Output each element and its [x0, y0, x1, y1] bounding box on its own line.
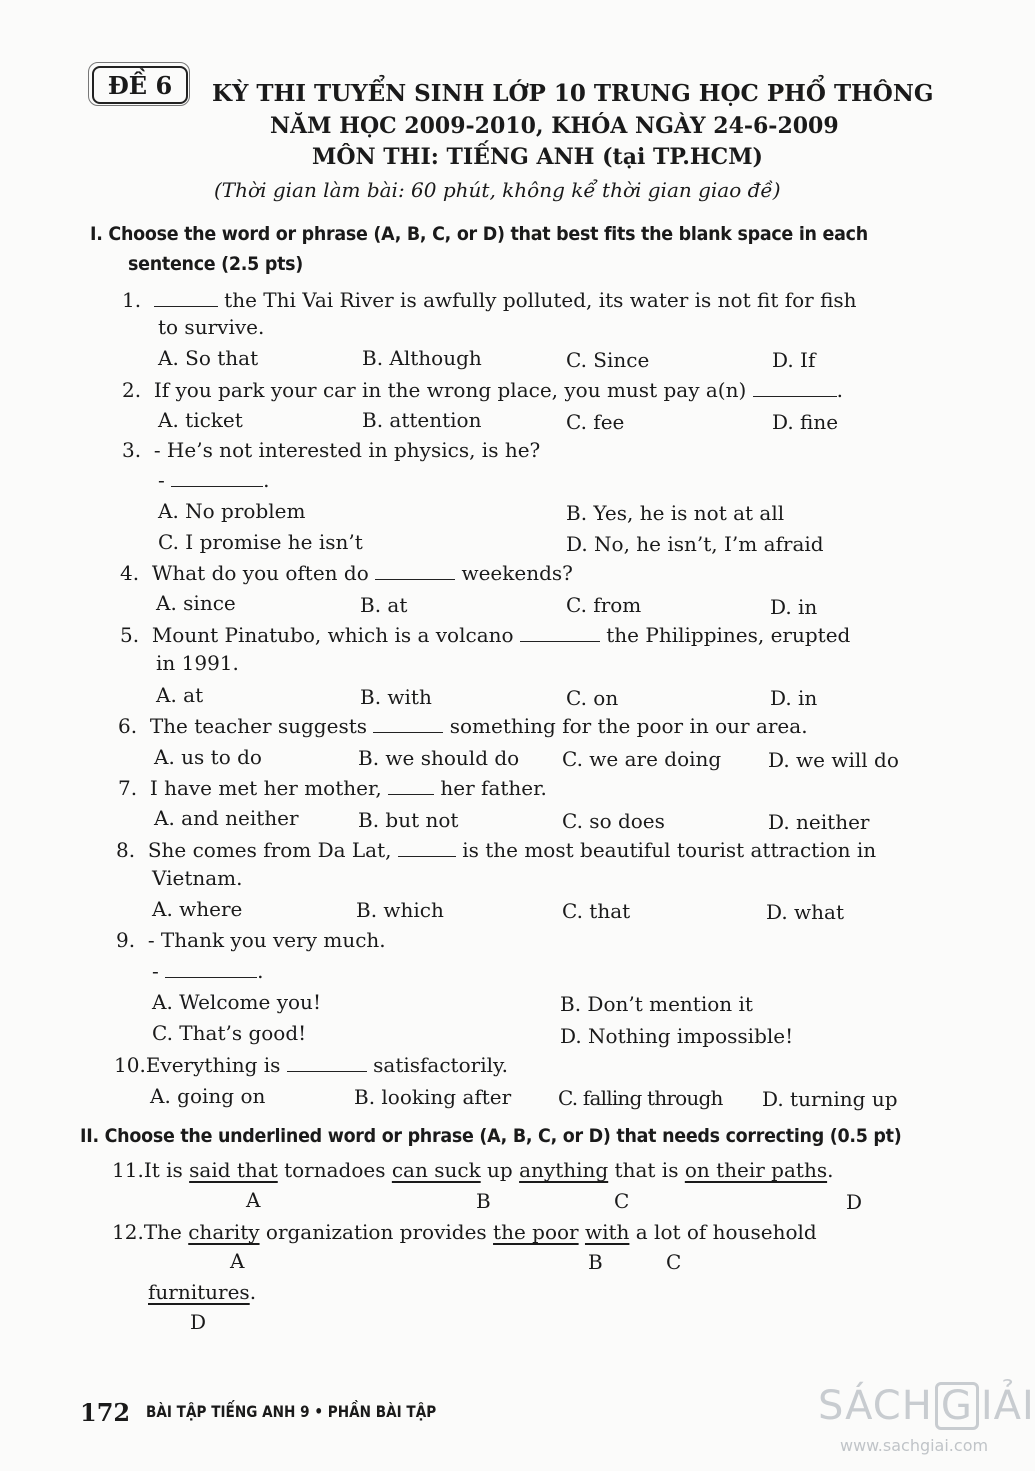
q10-option-c[interactable]: C. falling through — [558, 1086, 723, 1110]
question-11: 11.It is said that tornadoes can suck up anything that is on their paths. — [112, 1158, 834, 1182]
exam-time-note: (Thời gian làm bài: 60 phút, không kể thời gian giao đề) — [214, 178, 781, 202]
q1-option-c[interactable]: C. Since — [566, 348, 650, 372]
q3-option-b[interactable]: B. Yes, he is not at all — [566, 501, 785, 525]
question-9: 9. - Thank you very much. — [116, 928, 386, 952]
q12-underlined-a[interactable]: charity — [188, 1220, 260, 1244]
question-6: 6. The teacher suggests something for the poor in our area. — [118, 714, 808, 738]
q11-label-a: A — [246, 1188, 261, 1212]
question-1-cont: to survive. — [158, 315, 265, 339]
q5-option-c[interactable]: C. on — [566, 686, 619, 710]
q6-option-d[interactable]: D. we will do — [768, 748, 899, 772]
exam-badge: ĐỀ 6 — [92, 66, 188, 104]
question-9-response: - . — [152, 959, 264, 983]
q4-option-b[interactable]: B. at — [360, 593, 408, 617]
q9-option-d[interactable]: D. Nothing impossible! — [560, 1024, 794, 1048]
q1-option-b[interactable]: B. Although — [362, 346, 482, 370]
q10-option-b[interactable]: B. looking after — [354, 1085, 512, 1109]
q12-underlined-b[interactable]: the poor — [493, 1220, 579, 1244]
q3-option-d[interactable]: D. No, he isn’t, I’m afraid — [566, 532, 824, 556]
section1-title: I. Choose the word or phrase (A, B, C, or D) that best fits the blank space in each — [90, 223, 868, 245]
q7-option-a[interactable]: A. and neither — [154, 806, 299, 830]
q12-label-d: D — [190, 1310, 207, 1334]
q12-underlined-c[interactable]: with — [584, 1220, 630, 1244]
q9-option-b[interactable]: B. Don’t mention it — [560, 992, 753, 1016]
section2-title: II. Choose the underlined word or phrase (A, B, C, or D) that needs correcting (0.5 pt) — [80, 1125, 902, 1147]
question-12-cont: furnitures. — [148, 1280, 257, 1304]
page-number: 172 — [80, 1398, 131, 1427]
q11-underlined-a[interactable]: said that — [189, 1158, 278, 1182]
q12-label-b: B — [588, 1250, 603, 1274]
q6-option-a[interactable]: A. us to do — [154, 745, 262, 769]
q7-option-d[interactable]: D. neither — [768, 810, 870, 834]
q1-option-d[interactable]: D. If — [772, 348, 816, 372]
q10-option-a[interactable]: A. going on — [150, 1084, 266, 1108]
watermark-logo: SÁCH G IẢI — [818, 1383, 1035, 1429]
q4-option-a[interactable]: A. since — [156, 591, 236, 615]
question-3-response: - . — [158, 468, 270, 492]
q3-option-c[interactable]: C. I promise he isn’t — [158, 530, 363, 554]
question-8: 8. She comes from Da Lat, is the most beautiful tourist attraction in — [116, 838, 877, 862]
q9-option-a[interactable]: A. Welcome you! — [152, 990, 321, 1014]
q11-underlined-d[interactable]: on their paths — [684, 1158, 828, 1182]
question-8-cont: Vietnam. — [152, 866, 243, 890]
q1-option-a[interactable]: A. So that — [158, 346, 259, 370]
q4-option-c[interactable]: C. from — [566, 593, 642, 617]
exam-title-line3: MÔN THI: TIẾNG ANH (tại TP.HCM) — [312, 144, 763, 170]
exam-title-line1: KỲ THI TUYỂN SINH LỚP 10 TRUNG HỌC PHỔ THÔNG — [212, 80, 934, 107]
q2-option-a[interactable]: A. ticket — [158, 408, 243, 432]
q8-option-b[interactable]: B. which — [356, 898, 444, 922]
q11-label-b: B — [476, 1189, 491, 1213]
q12-underlined-d[interactable]: furnitures — [148, 1280, 250, 1304]
question-4: 4. What do you often do weekends? — [120, 561, 573, 585]
q5-option-a[interactable]: A. at — [156, 683, 204, 707]
q3-option-a[interactable]: A. No problem — [158, 499, 306, 523]
question-12: 12.The charity organization provides the poor with a lot of household — [112, 1220, 817, 1244]
q4-option-d[interactable]: D. in — [770, 595, 818, 619]
q11-label-c: C — [614, 1189, 630, 1213]
q2-option-d[interactable]: D. fine — [772, 410, 839, 434]
q8-option-a[interactable]: A. where — [152, 897, 243, 921]
question-5: 5. Mount Pinatubo, which is a volcano the Philippines, erupted — [120, 623, 851, 647]
exam-title-line2: NĂM HỌC 2009-2010, KHÓA NGÀY 24-6-2009 — [270, 113, 839, 139]
q5-option-d[interactable]: D. in — [770, 686, 818, 710]
q5-option-b[interactable]: B. with — [360, 685, 432, 709]
q6-option-c[interactable]: C. we are doing — [562, 747, 722, 771]
q7-option-c[interactable]: C. so does — [562, 809, 665, 833]
question-5-cont: in 1991. — [156, 651, 239, 675]
section1-title-cont: sentence (2.5 pts) — [128, 253, 304, 275]
question-10: 10.Everything is satisfactorily. — [114, 1053, 508, 1077]
watermark-url: www.sachgiai.com — [840, 1436, 989, 1455]
question-1: 1. the Thi Vai River is awfully polluted, its water is not fit for fish — [122, 288, 857, 312]
q8-option-d[interactable]: D. what — [766, 900, 844, 924]
q7-option-b[interactable]: B. but not — [358, 808, 459, 832]
q12-label-c: C — [666, 1250, 682, 1274]
footer-text: BÀI TẬP TIẾNG ANH 9 • PHẦN BÀI TẬP — [146, 1402, 437, 1421]
question-2: 2. If you park your car in the wrong place, you must pay a(n) . — [122, 378, 843, 402]
q11-underlined-b[interactable]: can suck — [391, 1158, 481, 1182]
q2-option-c[interactable]: C. fee — [566, 410, 625, 434]
question-7: 7. I have met her mother, her father. — [118, 776, 547, 800]
q11-label-d: D — [846, 1190, 863, 1214]
q6-option-b[interactable]: B. we should do — [358, 746, 520, 770]
q10-option-d[interactable]: D. turning up — [762, 1087, 898, 1111]
q9-option-c[interactable]: C. That’s good! — [152, 1021, 307, 1045]
q8-option-c[interactable]: C. that — [562, 899, 631, 923]
q2-option-b[interactable]: B. attention — [362, 408, 482, 432]
question-3: 3. - He’s not interested in physics, is he? — [122, 438, 541, 462]
q11-underlined-c[interactable]: anything — [519, 1158, 609, 1182]
q12-label-a: A — [230, 1249, 245, 1273]
